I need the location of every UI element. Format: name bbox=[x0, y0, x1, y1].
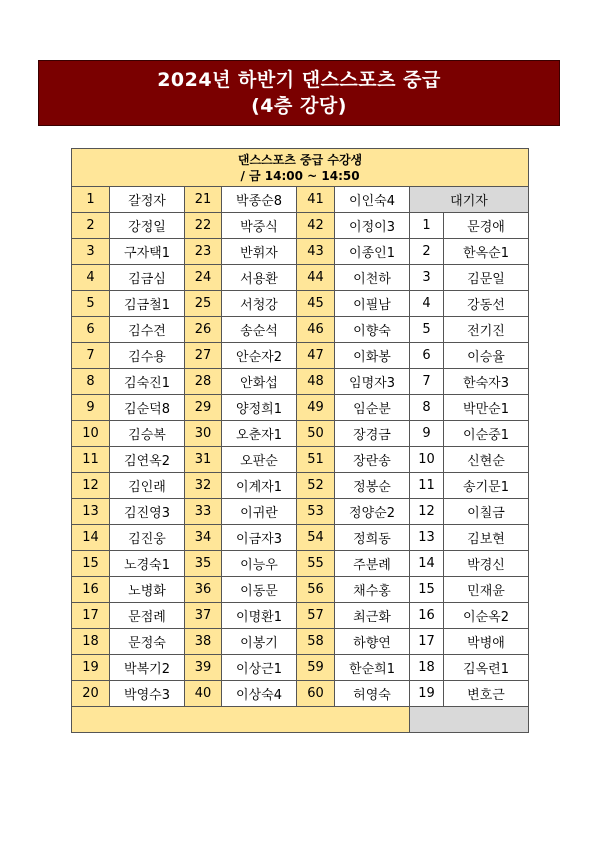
student-name: 이귀란 bbox=[222, 499, 297, 525]
row-number: 18 bbox=[72, 629, 110, 655]
student-name: 이화봉 bbox=[335, 343, 410, 369]
row-number: 59 bbox=[297, 655, 335, 681]
page-subtitle: (4층 강당) bbox=[251, 95, 347, 117]
waitlist-number: 19 bbox=[410, 681, 444, 707]
row-number: 7 bbox=[72, 343, 110, 369]
table-footer-row bbox=[72, 707, 529, 733]
student-name: 안순자2 bbox=[222, 343, 297, 369]
row-number: 2 bbox=[72, 213, 110, 239]
waitlist-number: 4 bbox=[410, 291, 444, 317]
student-name: 박중식 bbox=[222, 213, 297, 239]
student-name: 이금자3 bbox=[222, 525, 297, 551]
table-header-row bbox=[72, 149, 529, 187]
row-number: 1 bbox=[72, 187, 110, 213]
waitlist-name: 신현순 bbox=[444, 447, 529, 473]
waitlist-name: 이승율 bbox=[444, 343, 529, 369]
table-row bbox=[72, 447, 529, 473]
row-number: 16 bbox=[72, 577, 110, 603]
table-row bbox=[72, 421, 529, 447]
student-name: 최근화 bbox=[335, 603, 410, 629]
student-name: 주분례 bbox=[335, 551, 410, 577]
waitlist-number: 3 bbox=[410, 265, 444, 291]
waitlist-name: 박병애 bbox=[444, 629, 529, 655]
row-number: 15 bbox=[72, 551, 110, 577]
waitlist-number: 11 bbox=[410, 473, 444, 499]
student-name: 서청강 bbox=[222, 291, 297, 317]
row-number: 54 bbox=[297, 525, 335, 551]
student-name: 이계자1 bbox=[222, 473, 297, 499]
row-number: 43 bbox=[297, 239, 335, 265]
waitlist-name: 김보현 bbox=[444, 525, 529, 551]
row-number: 39 bbox=[185, 655, 222, 681]
student-name: 박영수3 bbox=[110, 681, 185, 707]
row-number: 50 bbox=[297, 421, 335, 447]
waitlist-name: 이순중1 bbox=[444, 421, 529, 447]
row-number: 40 bbox=[185, 681, 222, 707]
row-number: 57 bbox=[297, 603, 335, 629]
student-name: 김금심 bbox=[110, 265, 185, 291]
table-header-schedule: / 금 14:00 ~ 14:50 bbox=[240, 168, 360, 183]
row-number: 11 bbox=[72, 447, 110, 473]
waitlist-number: 18 bbox=[410, 655, 444, 681]
row-number: 4 bbox=[72, 265, 110, 291]
student-name: 오춘자1 bbox=[222, 421, 297, 447]
row-number: 29 bbox=[185, 395, 222, 421]
row-number: 32 bbox=[185, 473, 222, 499]
row-number: 13 bbox=[72, 499, 110, 525]
row-number: 48 bbox=[297, 369, 335, 395]
row-number: 31 bbox=[185, 447, 222, 473]
table-row bbox=[72, 473, 529, 499]
student-name: 양정희1 bbox=[222, 395, 297, 421]
student-name: 이종인1 bbox=[335, 239, 410, 265]
waitlist-number: 13 bbox=[410, 525, 444, 551]
waitlist-name: 이순옥2 bbox=[444, 603, 529, 629]
waitlist-name: 민재윤 bbox=[444, 577, 529, 603]
row-number: 12 bbox=[72, 473, 110, 499]
row-number: 28 bbox=[185, 369, 222, 395]
row-number: 45 bbox=[297, 291, 335, 317]
waitlist-number: 2 bbox=[410, 239, 444, 265]
student-name: 김숙진1 bbox=[110, 369, 185, 395]
row-number: 37 bbox=[185, 603, 222, 629]
student-name: 임명자3 bbox=[335, 369, 410, 395]
waitlist-number: 15 bbox=[410, 577, 444, 603]
student-name: 이필남 bbox=[335, 291, 410, 317]
row-number: 21 bbox=[185, 187, 222, 213]
student-name: 정희동 bbox=[335, 525, 410, 551]
table-header bbox=[72, 149, 529, 187]
row-number: 19 bbox=[72, 655, 110, 681]
table-row bbox=[72, 551, 529, 577]
student-name: 김수용 bbox=[110, 343, 185, 369]
row-number: 41 bbox=[297, 187, 335, 213]
student-name: 허영숙 bbox=[335, 681, 410, 707]
waitlist-name: 문경애 bbox=[444, 213, 529, 239]
row-number: 35 bbox=[185, 551, 222, 577]
row-number: 60 bbox=[297, 681, 335, 707]
row-number: 27 bbox=[185, 343, 222, 369]
waitlist-number: 12 bbox=[410, 499, 444, 525]
waitlist-name: 한옥순1 bbox=[444, 239, 529, 265]
student-name: 김금철1 bbox=[110, 291, 185, 317]
row-number: 25 bbox=[185, 291, 222, 317]
student-name: 안화섭 bbox=[222, 369, 297, 395]
footer-cell bbox=[72, 707, 410, 733]
table-row bbox=[72, 291, 529, 317]
student-name: 노경숙1 bbox=[110, 551, 185, 577]
waitlist-number: 9 bbox=[410, 421, 444, 447]
row-number: 5 bbox=[72, 291, 110, 317]
roster-table bbox=[71, 148, 529, 733]
student-name: 서용환 bbox=[222, 265, 297, 291]
row-number: 24 bbox=[185, 265, 222, 291]
student-name: 이능우 bbox=[222, 551, 297, 577]
student-name: 오판순 bbox=[222, 447, 297, 473]
row-number: 33 bbox=[185, 499, 222, 525]
student-name: 이향숙 bbox=[335, 317, 410, 343]
waitlist-name: 강동선 bbox=[444, 291, 529, 317]
row-number: 23 bbox=[185, 239, 222, 265]
row-number: 10 bbox=[72, 421, 110, 447]
student-name: 이상숙4 bbox=[222, 681, 297, 707]
waitlist-footer-cell bbox=[410, 707, 529, 733]
student-name: 구자택1 bbox=[110, 239, 185, 265]
student-name: 반휘자 bbox=[222, 239, 297, 265]
row-number: 14 bbox=[72, 525, 110, 551]
table-row bbox=[72, 213, 529, 239]
waitlist-number: 6 bbox=[410, 343, 444, 369]
row-number: 6 bbox=[72, 317, 110, 343]
waitlist-number: 7 bbox=[410, 369, 444, 395]
row-number: 8 bbox=[72, 369, 110, 395]
row-number: 55 bbox=[297, 551, 335, 577]
row-number: 52 bbox=[297, 473, 335, 499]
row-number: 53 bbox=[297, 499, 335, 525]
student-name: 김인래 bbox=[110, 473, 185, 499]
table-row bbox=[72, 395, 529, 421]
table-row bbox=[72, 603, 529, 629]
student-name: 박복기2 bbox=[110, 655, 185, 681]
student-name: 이봉기 bbox=[222, 629, 297, 655]
student-name: 하향연 bbox=[335, 629, 410, 655]
student-name: 김진영3 bbox=[110, 499, 185, 525]
waitlist-name: 이칠금 bbox=[444, 499, 529, 525]
row-number: 34 bbox=[185, 525, 222, 551]
student-name: 이천하 bbox=[335, 265, 410, 291]
student-name: 김연옥2 bbox=[110, 447, 185, 473]
student-name: 김수견 bbox=[110, 317, 185, 343]
student-name: 노병화 bbox=[110, 577, 185, 603]
waitlist-number: 5 bbox=[410, 317, 444, 343]
row-number: 46 bbox=[297, 317, 335, 343]
student-name: 이인숙4 bbox=[335, 187, 410, 213]
student-name: 장경금 bbox=[335, 421, 410, 447]
student-name: 문정숙 bbox=[110, 629, 185, 655]
student-name: 이정이3 bbox=[335, 213, 410, 239]
row-number: 51 bbox=[297, 447, 335, 473]
table-row bbox=[72, 499, 529, 525]
table-row bbox=[72, 265, 529, 291]
student-name: 문점례 bbox=[110, 603, 185, 629]
row-number: 56 bbox=[297, 577, 335, 603]
row-number: 30 bbox=[185, 421, 222, 447]
student-name: 채수홍 bbox=[335, 577, 410, 603]
student-name: 이명환1 bbox=[222, 603, 297, 629]
student-name: 정봉순 bbox=[335, 473, 410, 499]
row-number: 22 bbox=[185, 213, 222, 239]
waitlist-number: 14 bbox=[410, 551, 444, 577]
table-row bbox=[72, 317, 529, 343]
waitlist-name: 송기문1 bbox=[444, 473, 529, 499]
table-row bbox=[72, 681, 529, 707]
waitlist-number: 8 bbox=[410, 395, 444, 421]
student-name: 송순석 bbox=[222, 317, 297, 343]
table-row bbox=[72, 187, 529, 213]
table-row bbox=[72, 577, 529, 603]
row-number: 49 bbox=[297, 395, 335, 421]
row-number: 36 bbox=[185, 577, 222, 603]
waitlist-number: 16 bbox=[410, 603, 444, 629]
table-row bbox=[72, 525, 529, 551]
row-number: 26 bbox=[185, 317, 222, 343]
row-number: 47 bbox=[297, 343, 335, 369]
table-row bbox=[72, 343, 529, 369]
table-header-title: 댄스스포츠 중급 수강생 bbox=[237, 152, 363, 167]
waitlist-name: 박만순1 bbox=[444, 395, 529, 421]
student-name: 김승복 bbox=[110, 421, 185, 447]
waitlist-header: 대기자 bbox=[410, 187, 529, 213]
student-name: 임순분 bbox=[335, 395, 410, 421]
student-name: 장란송 bbox=[335, 447, 410, 473]
student-name: 박종순8 bbox=[222, 187, 297, 213]
waitlist-number: 10 bbox=[410, 447, 444, 473]
waitlist-number: 17 bbox=[410, 629, 444, 655]
row-number: 9 bbox=[72, 395, 110, 421]
row-number: 20 bbox=[72, 681, 110, 707]
row-number: 3 bbox=[72, 239, 110, 265]
waitlist-name: 박경신 bbox=[444, 551, 529, 577]
row-number: 58 bbox=[297, 629, 335, 655]
student-name: 한순희1 bbox=[335, 655, 410, 681]
table-row bbox=[72, 369, 529, 395]
page-title-banner bbox=[38, 60, 560, 126]
waitlist-name: 한숙자3 bbox=[444, 369, 529, 395]
waitlist-name: 김문일 bbox=[444, 265, 529, 291]
table-row bbox=[72, 629, 529, 655]
waitlist-number: 1 bbox=[410, 213, 444, 239]
row-number: 38 bbox=[185, 629, 222, 655]
row-number: 44 bbox=[297, 265, 335, 291]
row-number: 17 bbox=[72, 603, 110, 629]
waitlist-name: 전기진 bbox=[444, 317, 529, 343]
student-name: 이동문 bbox=[222, 577, 297, 603]
row-number: 42 bbox=[297, 213, 335, 239]
table-row bbox=[72, 655, 529, 681]
student-name: 강정일 bbox=[110, 213, 185, 239]
table-row bbox=[72, 239, 529, 265]
student-name: 김순덕8 bbox=[110, 395, 185, 421]
student-name: 갈정자 bbox=[110, 187, 185, 213]
student-name: 김진웅 bbox=[110, 525, 185, 551]
waitlist-name: 김옥련1 bbox=[444, 655, 529, 681]
waitlist-name: 변호근 bbox=[444, 681, 529, 707]
page-title: 2024년 하반기 댄스스포츠 중급 bbox=[157, 69, 441, 91]
student-name: 정양순2 bbox=[335, 499, 410, 525]
student-name: 이상근1 bbox=[222, 655, 297, 681]
